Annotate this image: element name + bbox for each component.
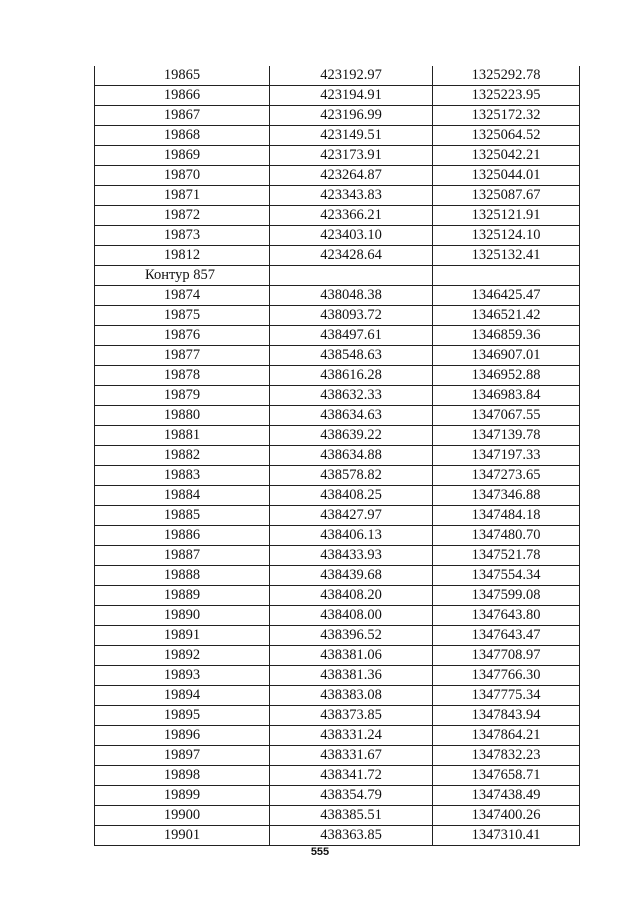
- point-number-cell: 19875: [95, 306, 270, 326]
- table-row: [95, 566, 580, 586]
- table-row: [95, 426, 580, 446]
- table-row: [95, 506, 580, 526]
- table-row: [95, 206, 580, 226]
- table-row: [95, 366, 580, 386]
- y-coordinate-cell: 1347521.78: [433, 546, 580, 566]
- y-coordinate-cell: 1347658.71: [433, 766, 580, 786]
- table-row: [95, 546, 580, 566]
- x-coordinate-cell: 423366.21: [270, 206, 433, 226]
- coordinates-table-body: [95, 66, 580, 846]
- table-row: [95, 186, 580, 206]
- x-coordinate-cell: 438341.72: [270, 766, 433, 786]
- x-coordinate-cell: 438396.52: [270, 626, 433, 646]
- y-coordinate-cell: 1347310.41: [433, 826, 580, 846]
- y-coordinate-cell: 1325223.95: [433, 86, 580, 106]
- empty-cell: [433, 266, 580, 286]
- table-row: [95, 446, 580, 466]
- y-coordinate-cell: 1347766.30: [433, 666, 580, 686]
- x-coordinate-cell: 423192.97: [270, 66, 433, 86]
- y-coordinate-cell: 1346859.36: [433, 326, 580, 346]
- y-coordinate-cell: 1325064.52: [433, 126, 580, 146]
- y-coordinate-cell: 1347197.33: [433, 446, 580, 466]
- x-coordinate-cell: 438331.24: [270, 726, 433, 746]
- x-coordinate-cell: 438634.63: [270, 406, 433, 426]
- table-row: [95, 666, 580, 686]
- x-coordinate-cell: 423343.83: [270, 186, 433, 206]
- point-number-cell: 19887: [95, 546, 270, 566]
- table-row: [95, 346, 580, 366]
- point-number-cell: 19896: [95, 726, 270, 746]
- y-coordinate-cell: 1347599.08: [433, 586, 580, 606]
- point-number-cell: 19893: [95, 666, 270, 686]
- y-coordinate-cell: 1346952.88: [433, 366, 580, 386]
- x-coordinate-cell: 438354.79: [270, 786, 433, 806]
- table-row: [95, 86, 580, 106]
- x-coordinate-cell: 438616.28: [270, 366, 433, 386]
- y-coordinate-cell: 1347843.94: [433, 706, 580, 726]
- y-coordinate-cell: 1347484.18: [433, 506, 580, 526]
- coordinates-table: [94, 66, 580, 846]
- y-coordinate-cell: 1346983.84: [433, 386, 580, 406]
- table-row: [95, 686, 580, 706]
- table-row: [95, 286, 580, 306]
- point-number-cell: 19865: [95, 66, 270, 86]
- table-row: [95, 66, 580, 86]
- table-row: [95, 486, 580, 506]
- y-coordinate-cell: 1325132.41: [433, 246, 580, 266]
- x-coordinate-cell: 438408.00: [270, 606, 433, 626]
- y-coordinate-cell: 1347643.80: [433, 606, 580, 626]
- x-coordinate-cell: 438497.61: [270, 326, 433, 346]
- y-coordinate-cell: 1325124.10: [433, 226, 580, 246]
- table-row: [95, 166, 580, 186]
- contour-header-row: [95, 266, 580, 286]
- x-coordinate-cell: 438381.06: [270, 646, 433, 666]
- x-coordinate-cell: 438548.63: [270, 346, 433, 366]
- x-coordinate-cell: 423149.51: [270, 126, 433, 146]
- y-coordinate-cell: 1325044.01: [433, 166, 580, 186]
- y-coordinate-cell: 1325172.32: [433, 106, 580, 126]
- y-coordinate-cell: 1347864.21: [433, 726, 580, 746]
- table-row: [95, 466, 580, 486]
- point-number-cell: 19897: [95, 746, 270, 766]
- point-number-cell: 19892: [95, 646, 270, 666]
- x-coordinate-cell: 438427.97: [270, 506, 433, 526]
- point-number-cell: 19870: [95, 166, 270, 186]
- table-row: [95, 706, 580, 726]
- y-coordinate-cell: 1347273.65: [433, 466, 580, 486]
- point-number-cell: 19895: [95, 706, 270, 726]
- point-number-cell: 19888: [95, 566, 270, 586]
- point-number-cell: 19890: [95, 606, 270, 626]
- point-number-cell: 19884: [95, 486, 270, 506]
- page-number: 555: [310, 846, 330, 858]
- point-number-cell: 19871: [95, 186, 270, 206]
- x-coordinate-cell: 423264.87: [270, 166, 433, 186]
- y-coordinate-cell: 1346907.01: [433, 346, 580, 366]
- y-coordinate-cell: 1325042.21: [433, 146, 580, 166]
- point-number-cell: 19885: [95, 506, 270, 526]
- point-number-cell: 19874: [95, 286, 270, 306]
- point-number-cell: 19812: [95, 246, 270, 266]
- table-row: [95, 726, 580, 746]
- x-coordinate-cell: 423428.64: [270, 246, 433, 266]
- table-row: [95, 226, 580, 246]
- y-coordinate-cell: 1347346.88: [433, 486, 580, 506]
- empty-cell: [270, 266, 433, 286]
- table-row: [95, 806, 580, 826]
- table-row: [95, 646, 580, 666]
- x-coordinate-cell: 438093.72: [270, 306, 433, 326]
- y-coordinate-cell: 1347400.26: [433, 806, 580, 826]
- point-number-cell: 19866: [95, 86, 270, 106]
- table-row: [95, 386, 580, 406]
- point-number-cell: 19886: [95, 526, 270, 546]
- x-coordinate-cell: 438373.85: [270, 706, 433, 726]
- x-coordinate-cell: 438639.22: [270, 426, 433, 446]
- y-coordinate-cell: 1325292.78: [433, 66, 580, 86]
- x-coordinate-cell: 438408.25: [270, 486, 433, 506]
- x-coordinate-cell: 438385.51: [270, 806, 433, 826]
- x-coordinate-cell: 438381.36: [270, 666, 433, 686]
- point-number-cell: 19900: [95, 806, 270, 826]
- y-coordinate-cell: 1347708.97: [433, 646, 580, 666]
- table-row: [95, 126, 580, 146]
- table-row: [95, 526, 580, 546]
- table-row: [95, 746, 580, 766]
- x-coordinate-cell: 423403.10: [270, 226, 433, 246]
- table-row: [95, 626, 580, 646]
- y-coordinate-cell: 1347438.49: [433, 786, 580, 806]
- x-coordinate-cell: 438383.08: [270, 686, 433, 706]
- y-coordinate-cell: 1347139.78: [433, 426, 580, 446]
- point-number-cell: 19868: [95, 126, 270, 146]
- x-coordinate-cell: 438408.20: [270, 586, 433, 606]
- table-row: [95, 246, 580, 266]
- point-number-cell: 19869: [95, 146, 270, 166]
- x-coordinate-cell: 438363.85: [270, 826, 433, 846]
- point-number-cell: 19876: [95, 326, 270, 346]
- point-number-cell: 19867: [95, 106, 270, 126]
- point-number-cell: 19872: [95, 206, 270, 226]
- table-row: [95, 326, 580, 346]
- x-coordinate-cell: 438634.88: [270, 446, 433, 466]
- x-coordinate-cell: 438048.38: [270, 286, 433, 306]
- x-coordinate-cell: 423173.91: [270, 146, 433, 166]
- point-number-cell: 19899: [95, 786, 270, 806]
- point-number-cell: 19879: [95, 386, 270, 406]
- table-row: [95, 406, 580, 426]
- point-number-cell: 19894: [95, 686, 270, 706]
- point-number-cell: 19878: [95, 366, 270, 386]
- table-row: [95, 786, 580, 806]
- coordinates-table-container: [94, 66, 579, 846]
- y-coordinate-cell: 1347480.70: [433, 526, 580, 546]
- point-number-cell: 19881: [95, 426, 270, 446]
- x-coordinate-cell: 438439.68: [270, 566, 433, 586]
- y-coordinate-cell: 1347775.34: [433, 686, 580, 706]
- table-row: [95, 766, 580, 786]
- point-number-cell: 19898: [95, 766, 270, 786]
- x-coordinate-cell: 438632.33: [270, 386, 433, 406]
- x-coordinate-cell: 438406.13: [270, 526, 433, 546]
- table-row: [95, 106, 580, 126]
- y-coordinate-cell: 1347067.55: [433, 406, 580, 426]
- table-row: [95, 306, 580, 326]
- y-coordinate-cell: 1325087.67: [433, 186, 580, 206]
- x-coordinate-cell: 438331.67: [270, 746, 433, 766]
- x-coordinate-cell: 423196.99: [270, 106, 433, 126]
- point-number-cell: 19880: [95, 406, 270, 426]
- table-row: [95, 826, 580, 846]
- point-number-cell: 19891: [95, 626, 270, 646]
- point-number-cell: 19883: [95, 466, 270, 486]
- x-coordinate-cell: 438433.93: [270, 546, 433, 566]
- y-coordinate-cell: 1347554.34: [433, 566, 580, 586]
- contour-label: Контур 857: [95, 266, 270, 286]
- point-number-cell: 19873: [95, 226, 270, 246]
- table-row: [95, 606, 580, 626]
- table-row: [95, 146, 580, 166]
- table-row: [95, 586, 580, 606]
- point-number-cell: 19877: [95, 346, 270, 366]
- y-coordinate-cell: 1325121.91: [433, 206, 580, 226]
- x-coordinate-cell: 423194.91: [270, 86, 433, 106]
- y-coordinate-cell: 1346425.47: [433, 286, 580, 306]
- point-number-cell: 19889: [95, 586, 270, 606]
- y-coordinate-cell: 1347832.23: [433, 746, 580, 766]
- y-coordinate-cell: 1347643.47: [433, 626, 580, 646]
- point-number-cell: 19882: [95, 446, 270, 466]
- point-number-cell: 19901: [95, 826, 270, 846]
- y-coordinate-cell: 1346521.42: [433, 306, 580, 326]
- x-coordinate-cell: 438578.82: [270, 466, 433, 486]
